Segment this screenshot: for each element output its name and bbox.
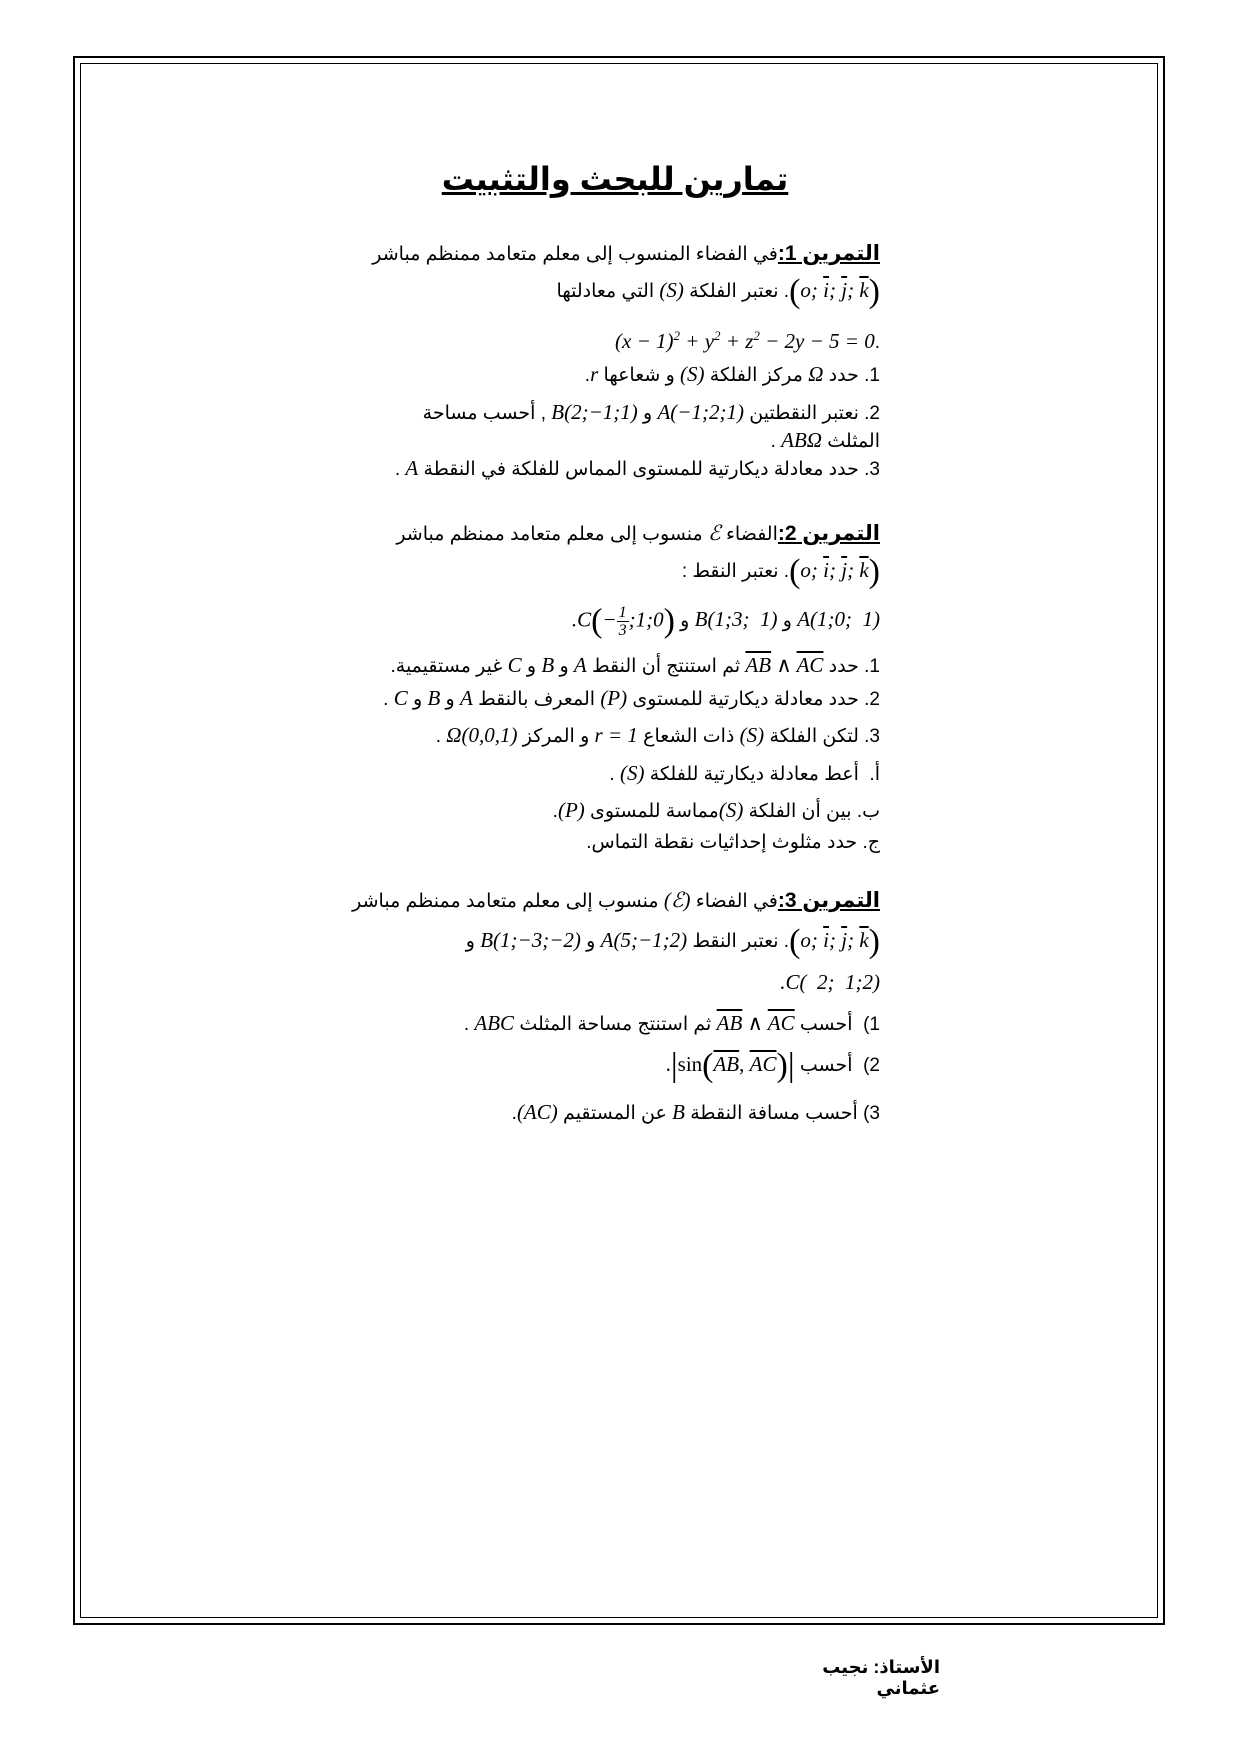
ex2-q1: 1. حدد $\overline{AB}$ ∧ $\overline{AC}$ ثم استنتج أن النقط A و B و C غير مستقيمية. xyxy=(390,653,880,677)
ex2-qa: أ. أعط معادلة ديكارتية للفلكة (S) . xyxy=(609,761,880,785)
ex2-line2: (o; $\overline{i}$; $\overline{j}$; $\overline{k}$). نعتبر النقط : xyxy=(681,553,880,590)
ex3-q1: 1) أحسب $\overline{AB}$ ∧ $\overline{AC}$ ثم استنتج مساحة المثلث ABC . xyxy=(463,1011,880,1035)
ex1-q3: 3. حدد معادلة ديكارتية للمستوى المماس للفلكة في النقطة A . xyxy=(394,456,880,480)
ex1-q1: 1. حدد Ω مركز الفلكة (S) و شعاعها r. xyxy=(584,362,880,386)
ex2-points: A(1;0; 1) و B(1;3; 1) و .C(− $\frac{1}{3}$ ;1;0) xyxy=(571,602,880,640)
ex3-line3: .C( 2; 1;2) xyxy=(780,970,880,994)
ex3-q3: 3) أحسب مسافة النقطة B عن المستقيم (AC). xyxy=(511,1100,880,1124)
ex1-line1 xyxy=(372,240,880,269)
ex2-qc-text: ج. حدد مثلوث إحداثيات نقطة التماس. xyxy=(586,832,880,853)
ex2-q3: 3. لتكن الفلكة (S) ذات الشعاع r = 1 و المركز Ω(0,0,1) . xyxy=(435,723,880,747)
ex1-q2b: المثلث ABΩ . xyxy=(770,428,880,452)
ex2-label: التمرين 2: xyxy=(777,522,880,545)
ex1-equation: $.(x - 1)^2 + y^2 + z^2 - 2y - 5 = 0$ xyxy=(615,328,880,353)
ex1-line2: (o; $\overline{i}$; $\overline{j}$; $\overline{k}$). نعتبر الفلكة (S) التي معادلتها xyxy=(556,273,880,310)
ex1-label: التمرين 1: xyxy=(777,242,880,265)
ex2-qc xyxy=(586,829,880,857)
ex3-line2: (o; $\overline{i}$; $\overline{j}$; $\overline{k}$). نعتبر النقط A(5;−1;2) و B(1;−3;−2) و xyxy=(465,923,880,960)
ex2-qb: ب. بين أن الفلكة (S)مماسة للمستوى (P). xyxy=(552,798,880,822)
ex3-line1: التمرين 3:في الفضاء (ℰ) منسوب إلى معلم متعامد ممنظم مباشر xyxy=(352,888,880,912)
author-footer: الأستاذ: نجيب عثماني xyxy=(822,1657,940,1698)
ex2-q2: 2. حدد معادلة ديكارتية للمستوى (P) المعرف بالنقط A و B و C . xyxy=(383,686,880,710)
ex3-q2: 2) أحسب $.|\sin(\overline{AB}$, $\overline{AC})|$ xyxy=(665,1047,880,1084)
ex3-label: التمرين 3: xyxy=(777,889,880,912)
ex1-text1: في الفضاء المنسوب إلى معلم متعامد ممنظم مباشر xyxy=(372,244,778,265)
ex2-line1: التمرين 2:الفضاء ℰ منسوب إلى معلم متعامد ممنظم مباشر xyxy=(396,521,880,545)
ex1-q2: 2. نعتبر النقطتين A(−1;2;1) و B(2;−1;1) , أحسب مساحة xyxy=(422,400,880,424)
page-title: تمارين للبحث والتثبيت xyxy=(441,161,789,197)
